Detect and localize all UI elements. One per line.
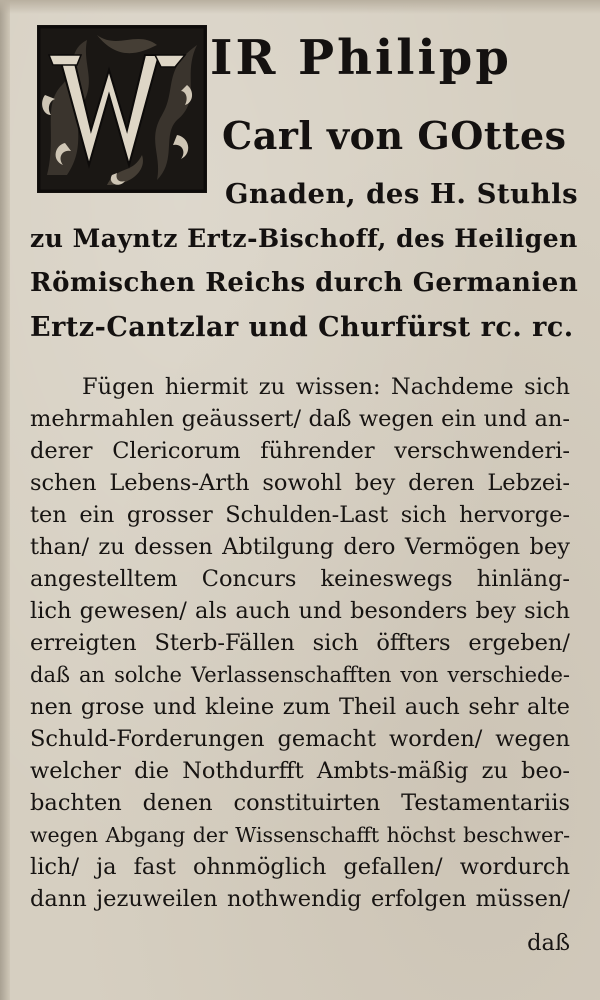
heading-line-1: IR Philipp (210, 30, 512, 86)
body-line: bachten denen constituirten Testamentariis (30, 790, 570, 816)
heading-line-3: Gnaden, des H. Stuhls (225, 178, 579, 210)
page-top-edge (0, 0, 600, 14)
body-line: nen grose und kleine zum Theil auch sehr alte (30, 694, 570, 720)
body-line: Schuld-Forderungen gemacht worden/ wegen (30, 726, 570, 752)
body-line: wegen Abgang der Wissenschafft höchst beschwer- (30, 823, 570, 847)
heading-line-6: Ertz-Cantzlar und Churfürst rc. rc. (30, 312, 574, 343)
body-line: Fügen hiermit zu wissen: Nachdeme sich (82, 374, 570, 400)
body-line: ten ein grosser Schulden-Last sich hervorge- (30, 502, 570, 528)
body-line: erreigten Sterb-Fällen sich öffters ergeben/ (30, 630, 570, 656)
body-line: daß an solche Verlassenschafften von verschiede- (30, 663, 570, 687)
body-line: than/ zu dessen Abtilgung dero Vermögen bey (30, 534, 570, 560)
body-line: lich/ ja fast ohnmöglich gefallen/ wordurch (30, 854, 570, 880)
body-line: angestelltem Concurs keineswegs hinläng- (30, 566, 570, 592)
heading-line-4: zu Mayntz Ertz-Bischoff, des Heiligen (30, 224, 578, 253)
body-line: dann jezuweilen nothwendig erfolgen müssen/ (30, 886, 570, 912)
page-edge-shadow (0, 0, 10, 1000)
body-line: schen Lebens-Arth sowohl bey deren Lebzei- (30, 470, 570, 496)
body-line: mehrmahlen geäussert/ daß wegen ein und an- (30, 406, 570, 432)
catchword: daß (527, 930, 570, 956)
body-line: welcher die Nothdurfft Ambts-mäßig zu beo- (30, 758, 570, 784)
heading-line-5: Römischen Reichs durch Germanien (30, 268, 579, 298)
heading-line-2: Carl von GOttes (222, 113, 567, 158)
initial-ornament (37, 25, 207, 193)
decorated-initial-w (37, 25, 207, 193)
body-line: derer Clericorum führender verschwenderi- (30, 438, 570, 464)
body-line: lich gewesen/ als auch und besonders bey sich (30, 598, 570, 624)
